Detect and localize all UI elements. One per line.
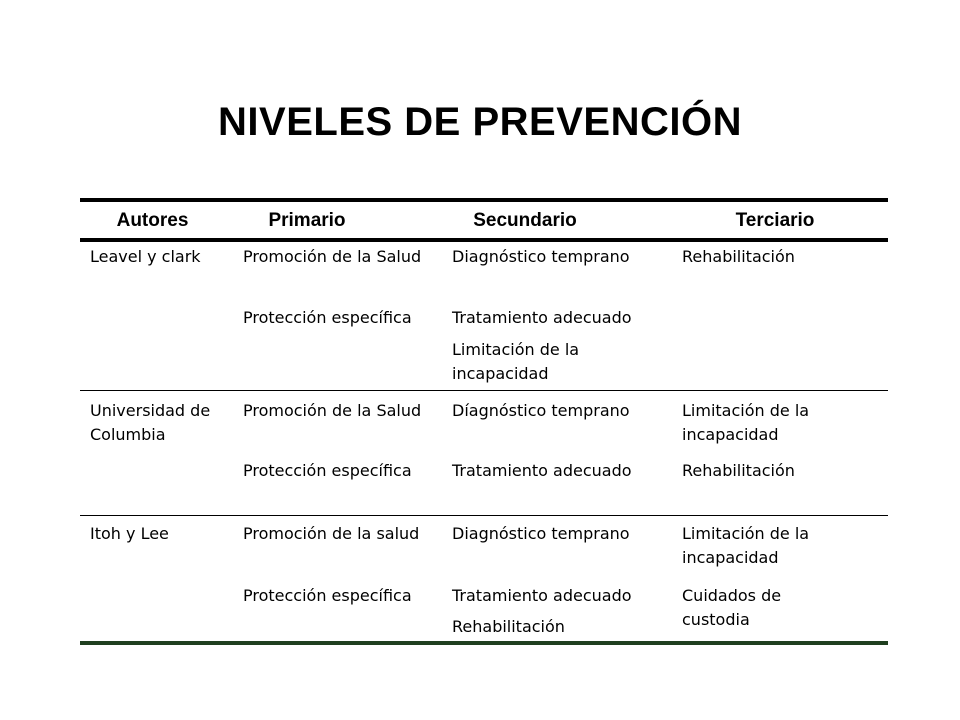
row-1-secundario-2: Tratamiento adecuado xyxy=(452,308,632,327)
row-2-terciario-2: Rehabilitación xyxy=(682,461,795,480)
header-primario: Primario xyxy=(268,210,346,231)
row-1-primario-1: Promoción de la Salud xyxy=(243,247,422,266)
row-1-secundario-1: Diagnóstico temprano xyxy=(452,247,630,266)
row-3-secundario-1: Diagnóstico temprano xyxy=(452,524,630,543)
header-secundario: Secundario xyxy=(473,210,577,231)
header-bottom-rule xyxy=(80,238,888,242)
row-1-divider xyxy=(80,390,888,391)
header-terciario: Terciario xyxy=(735,210,815,231)
row-3-terciario-2: Cuidados de custodia xyxy=(682,586,782,629)
header-autores: Autores xyxy=(116,210,189,231)
row-3-secundario-3: Rehabilitación xyxy=(452,617,565,636)
table-header-row xyxy=(80,204,888,238)
table-top-rule xyxy=(80,198,888,202)
row-2-primario-1: Promoción de la Salud xyxy=(243,401,422,420)
row-3-primario-1: Promoción de la salud xyxy=(243,524,420,543)
row-3-terciario-1: Limitación de la incapacidad xyxy=(682,524,810,567)
page-title: NIVELES DE PREVENCIÓN xyxy=(218,100,742,144)
row-2-primario-2: Protección específica xyxy=(243,461,412,480)
row-3-secundario-2: Tratamiento adecuado xyxy=(452,586,632,605)
row-1-secundario-3: Limitación de la incapacidad xyxy=(452,340,580,383)
table-bottom-rule xyxy=(80,641,888,645)
row-3-author: Itoh y Lee xyxy=(90,524,169,543)
row-2-author: Universidad de Columbia xyxy=(90,401,211,444)
row-1-primario-2: Protección específica xyxy=(243,308,412,327)
row-2-secundario-1: Díagnóstico temprano xyxy=(452,401,630,420)
row-3-primario-2: Protección específica xyxy=(243,586,412,605)
row-2-secundario-2: Tratamiento adecuado xyxy=(452,461,632,480)
row-2-divider xyxy=(80,515,888,516)
row-2-terciario-1: Limitación de la incapacidad xyxy=(682,401,810,444)
row-1-terciario-1: Rehabilitación xyxy=(682,247,795,266)
row-1-author: Leavel y clark xyxy=(90,247,201,266)
